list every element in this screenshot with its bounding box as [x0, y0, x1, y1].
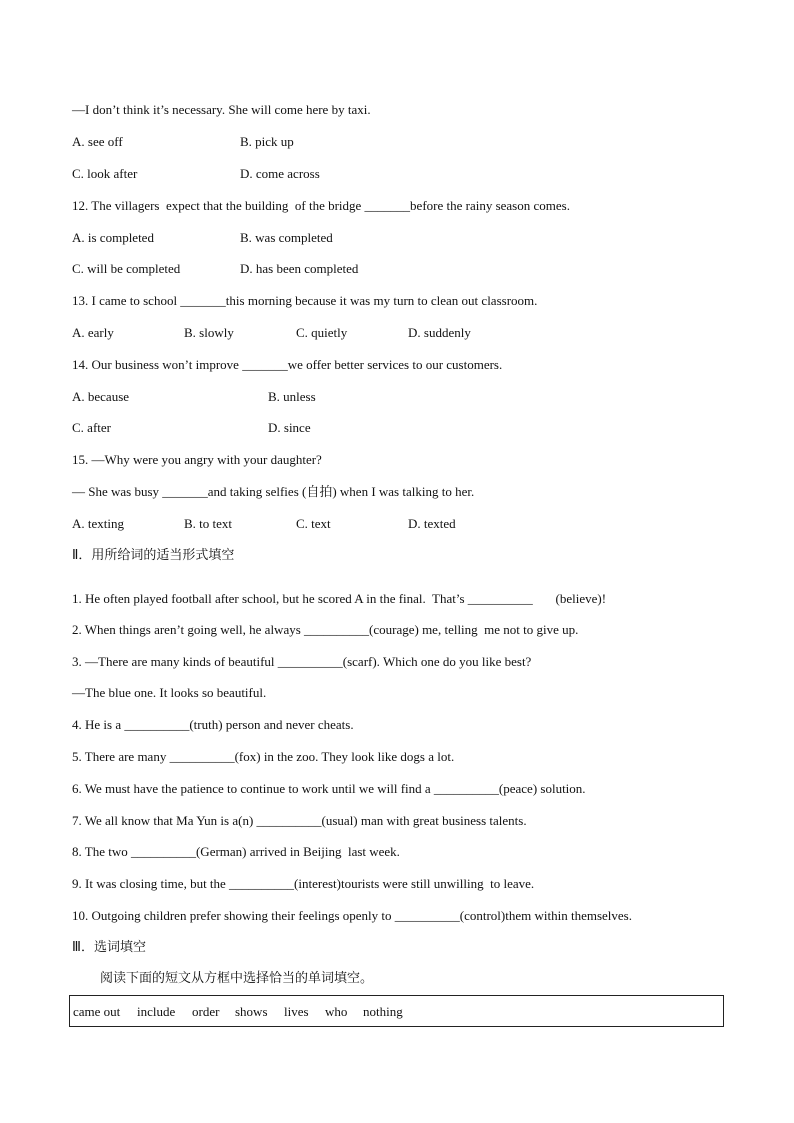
q11-reply: —I don’t think it’s necessary. She will come here by taxi.	[72, 102, 371, 117]
word-box	[69, 995, 724, 1027]
fill-item: 1. He often played football after school, but he scored A in the final. That’s __________ (believe)!	[72, 591, 607, 606]
fill-item: 10. Outgoing children prefer showing their feelings openly to __________(control)them within themselves.	[72, 908, 632, 923]
q15-option-a: A. texting	[72, 516, 124, 531]
q13-option-c: C. quietly	[296, 325, 348, 340]
q15-reply: — She was busy _______and taking selfies (自拍) when I was talking to her.	[72, 484, 475, 499]
q13-stem: 13. I came to school _______this morning because it was my turn to clean out classroom.	[72, 293, 538, 308]
q11-option-d: D. come across	[240, 166, 320, 181]
word-box-item: include	[137, 1004, 176, 1019]
q12-stem: 12. The villagers expect that the building of the bridge _______before the rainy season comes.	[72, 198, 570, 213]
q14-option-c: C. after	[72, 420, 111, 435]
q12-option-c: C. will be completed	[72, 261, 181, 276]
fill-item: 6. We must have the patience to continue to work until we will find a __________(peace) solution.	[72, 781, 586, 796]
q12-option-d: D. has been completed	[240, 261, 359, 276]
q15-option-c: C. text	[296, 516, 331, 531]
q11-option-c: C. look after	[72, 166, 138, 181]
word-box-item: shows	[235, 1004, 268, 1019]
q13-option-b: B. slowly	[184, 325, 234, 340]
fill-item: 7. We all know that Ma Yun is a(n) __________(usual) man with great business talents.	[72, 813, 527, 828]
section-2-heading: Ⅱ．用所给词的适当形式填空	[72, 548, 235, 563]
q12-option-b: B. was completed	[240, 230, 333, 245]
q14-option-d: D. since	[268, 420, 311, 435]
q15-option-d: D. texted	[408, 516, 456, 531]
fill-item: 8. The two __________(German) arrived in Beijing last week.	[72, 844, 400, 859]
q12-option-a: A. is completed	[72, 230, 154, 245]
word-box-item: who	[325, 1004, 348, 1019]
q14-option-a: A. because	[72, 389, 130, 404]
fill-item: 2. When things aren’t going well, he always __________(courage) me, telling me not to give up.	[72, 622, 579, 637]
section-3-heading: Ⅲ．选词填空	[72, 940, 146, 955]
q15-stem: 15. —Why were you angry with your daughter?	[72, 452, 322, 467]
section-3-instruction: 阅读下面的短文从方框中选择恰当的单词填空。	[100, 971, 374, 986]
word-box-item: order	[192, 1004, 220, 1019]
word-box-item: came out	[73, 1004, 121, 1019]
fill-item: 5. There are many __________(fox) in the zoo. They look like dogs a lot.	[72, 749, 455, 764]
q13-option-d: D. suddenly	[408, 325, 471, 340]
fill-item: 3. —There are many kinds of beautiful __________(scarf). Which one do you like best?	[72, 654, 532, 669]
q13-option-a: A. early	[72, 325, 114, 340]
fill-item: —The blue one. It looks so beautiful.	[72, 685, 267, 700]
word-box-item: lives	[284, 1004, 309, 1019]
q11-option-b: B. pick up	[240, 134, 294, 149]
q14-stem: 14. Our business won’t improve _______we offer better services to our customers.	[72, 357, 503, 372]
q14-option-b: B. unless	[268, 389, 316, 404]
fill-item: 4. He is a __________(truth) person and never cheats.	[72, 717, 354, 732]
q15-option-b: B. to text	[184, 516, 233, 531]
q11-option-a: A. see off	[72, 134, 123, 149]
fill-item: 9. It was closing time, but the __________(interest)tourists were still unwilling to leave.	[72, 876, 535, 891]
word-box-item: nothing	[363, 1004, 403, 1019]
